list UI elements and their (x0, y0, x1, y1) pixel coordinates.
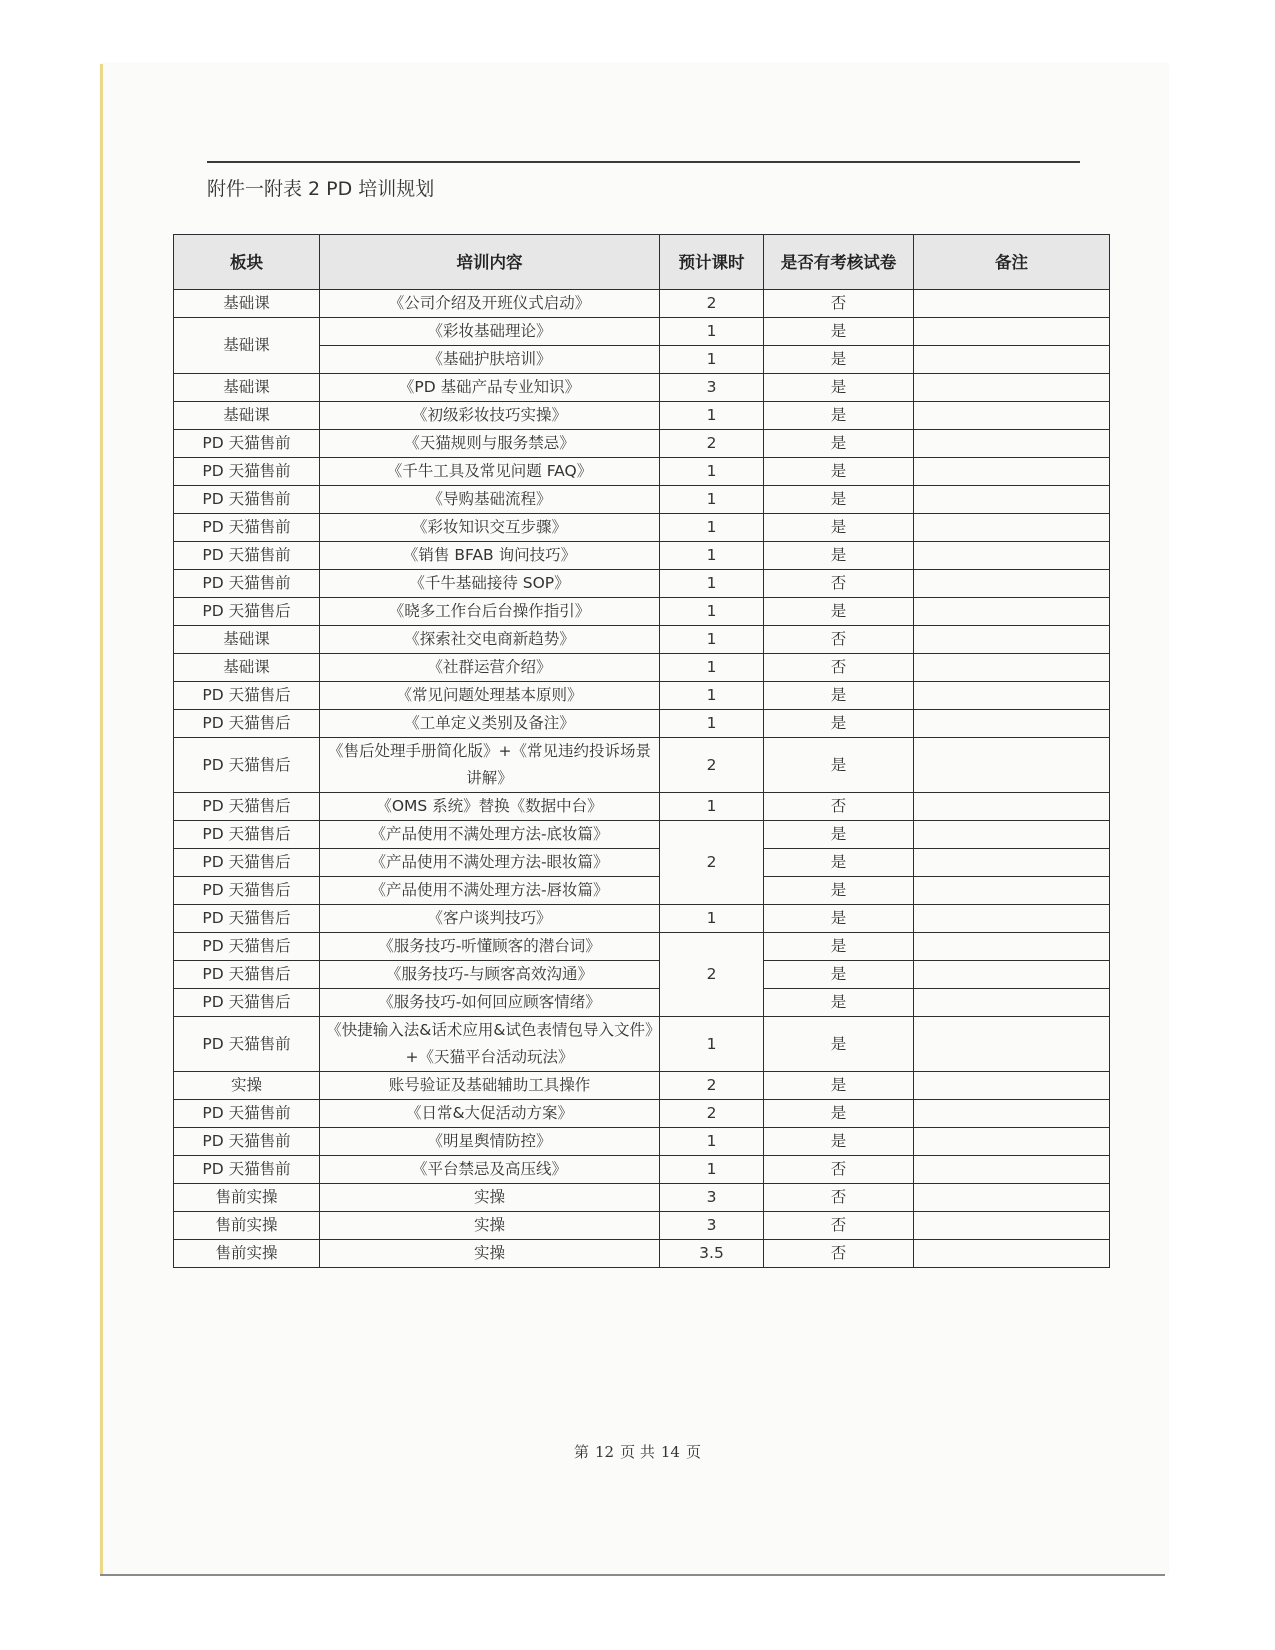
cell-exam: 是 (764, 514, 914, 542)
training-plan-table (173, 234, 1110, 1268)
table-row (174, 849, 1110, 877)
cell-module: 基础课 (174, 374, 320, 402)
table-row (174, 318, 1110, 346)
cell-module: 售前实操 (174, 1240, 320, 1268)
cell-exam: 是 (764, 1128, 914, 1156)
cell-note (914, 905, 1110, 933)
cell-note (914, 626, 1110, 654)
cell-note (914, 1072, 1110, 1100)
table-row (174, 654, 1110, 682)
cell-content: 《PD 基础产品专业知识》 (320, 374, 660, 402)
cell-note (914, 374, 1110, 402)
table-row (174, 961, 1110, 989)
cell-note (914, 402, 1110, 430)
table-row (174, 682, 1110, 710)
table-row (174, 877, 1110, 905)
cell-note (914, 793, 1110, 821)
cell-note (914, 1184, 1110, 1212)
cell-note (914, 1212, 1110, 1240)
cell-exam: 否 (764, 290, 914, 318)
cell-hours: 1 (660, 542, 764, 570)
cell-exam: 是 (764, 849, 914, 877)
cell-note (914, 654, 1110, 682)
cell-module: PD 天猫售后 (174, 598, 320, 626)
cell-module: PD 天猫售前 (174, 1156, 320, 1184)
cell-content: 实操 (320, 1184, 660, 1212)
cell-note (914, 570, 1110, 598)
cell-module: PD 天猫售后 (174, 961, 320, 989)
cell-note (914, 849, 1110, 877)
page-mid: 页 共 (620, 1443, 655, 1461)
cell-hours: 2 (660, 738, 764, 793)
cell-module: PD 天猫售前 (174, 430, 320, 458)
cell-exam: 是 (764, 486, 914, 514)
cell-content: 《彩妆知识交互步骤》 (320, 514, 660, 542)
cell-module: PD 天猫售前 (174, 1100, 320, 1128)
cell-exam: 是 (764, 738, 914, 793)
cell-hours: 1 (660, 514, 764, 542)
page-number: 12 (595, 1443, 615, 1461)
table-row (174, 1212, 1110, 1240)
cell-module: PD 天猫售前 (174, 1128, 320, 1156)
cell-exam: 否 (764, 1184, 914, 1212)
cell-content: 《服务技巧-与顾客高效沟通》 (320, 961, 660, 989)
cell-content: 《公司介绍及开班仪式启动》 (320, 290, 660, 318)
cell-module: 基础课 (174, 654, 320, 682)
cell-content: 《OMS 系统》替换《数据中台》 (320, 793, 660, 821)
cell-hours: 1 (660, 654, 764, 682)
cell-exam: 是 (764, 402, 914, 430)
cell-hours: 1 (660, 1017, 764, 1072)
cell-exam: 是 (764, 989, 914, 1017)
cell-hours: 2 (660, 1072, 764, 1100)
cell-hours: 1 (660, 1128, 764, 1156)
table-row (174, 1128, 1110, 1156)
cell-content: 《产品使用不满处理方法-眼妆篇》 (320, 849, 660, 877)
cell-exam: 是 (764, 682, 914, 710)
cell-exam: 是 (764, 430, 914, 458)
cell-note (914, 542, 1110, 570)
table-row (174, 821, 1110, 849)
cell-note (914, 738, 1110, 793)
cell-exam: 是 (764, 1072, 914, 1100)
table-row (174, 458, 1110, 486)
cell-hours: 1 (660, 793, 764, 821)
cell-module: 基础课 (174, 402, 320, 430)
cell-content: 实操 (320, 1212, 660, 1240)
cell-exam: 否 (764, 570, 914, 598)
cell-module: PD 天猫售后 (174, 877, 320, 905)
page-suffix: 页 (685, 1443, 701, 1461)
cell-content: 《导购基础流程》 (320, 486, 660, 514)
cell-note (914, 318, 1110, 346)
cell-content: 《平台禁忌及高压线》 (320, 1156, 660, 1184)
cell-content: 《初级彩妆技巧实操》 (320, 402, 660, 430)
cell-module: PD 天猫售前 (174, 514, 320, 542)
cell-content: 《产品使用不满处理方法-唇妆篇》 (320, 877, 660, 905)
cell-hours: 2 (660, 290, 764, 318)
cell-module: PD 天猫售前 (174, 1017, 320, 1072)
cell-note (914, 1156, 1110, 1184)
table-row (174, 290, 1110, 318)
cell-module: 基础课 (174, 290, 320, 318)
cell-note (914, 682, 1110, 710)
table-row (174, 598, 1110, 626)
table-row (174, 989, 1110, 1017)
cell-content: 《社群运营介绍》 (320, 654, 660, 682)
document-title: 附件一附表 2 PD 培训规划 (207, 178, 435, 200)
cell-exam: 是 (764, 877, 914, 905)
cell-module: PD 天猫售前 (174, 542, 320, 570)
header-note: 备注 (914, 235, 1110, 290)
cell-hours: 3 (660, 374, 764, 402)
cell-note (914, 877, 1110, 905)
cell-content: 《客户谈判技巧》 (320, 905, 660, 933)
cell-exam: 是 (764, 905, 914, 933)
table-header-row (174, 235, 1110, 290)
table-row (174, 542, 1110, 570)
cell-note (914, 346, 1110, 374)
cell-content: 实操 (320, 1240, 660, 1268)
cell-exam: 否 (764, 1212, 914, 1240)
cell-content: 《产品使用不满处理方法-底妆篇》 (320, 821, 660, 849)
cell-exam: 是 (764, 318, 914, 346)
cell-content: 《探索社交电商新趋势》 (320, 626, 660, 654)
cell-hours: 1 (660, 598, 764, 626)
cell-exam: 是 (764, 458, 914, 486)
cell-hours: 3 (660, 1184, 764, 1212)
cell-content: 《快捷输入法&话术应用&试色表情包导入文件》+《天猫平台活动玩法》 (320, 1017, 660, 1072)
cell-module: PD 天猫售前 (174, 458, 320, 486)
cell-hours: 3 (660, 1212, 764, 1240)
table-row (174, 514, 1110, 542)
cell-hours: 1 (660, 318, 764, 346)
cell-note (914, 961, 1110, 989)
cell-note (914, 430, 1110, 458)
cell-exam: 否 (764, 793, 914, 821)
cell-note (914, 514, 1110, 542)
cell-content: 《明星舆情防控》 (320, 1128, 660, 1156)
cell-content: 《天猫规则与服务禁忌》 (320, 430, 660, 458)
cell-module: 售前实操 (174, 1212, 320, 1240)
cell-exam: 是 (764, 1017, 914, 1072)
header-content: 培训内容 (320, 235, 660, 290)
cell-hours: 1 (660, 486, 764, 514)
cell-hours: 1 (660, 570, 764, 598)
table-row (174, 1072, 1110, 1100)
cell-hours: 1 (660, 1156, 764, 1184)
cell-module: PD 天猫售前 (174, 486, 320, 514)
table-row (174, 710, 1110, 738)
cell-module: 售前实操 (174, 1184, 320, 1212)
cell-hours: 1 (660, 710, 764, 738)
cell-module: PD 天猫售后 (174, 738, 320, 793)
cell-exam: 是 (764, 933, 914, 961)
cell-exam: 是 (764, 346, 914, 374)
cell-content: 《工单定义类别及备注》 (320, 710, 660, 738)
cell-hours: 2 (660, 821, 764, 905)
cell-note (914, 989, 1110, 1017)
cell-module: PD 天猫售后 (174, 821, 320, 849)
table-row (174, 738, 1110, 793)
cell-module: PD 天猫售前 (174, 570, 320, 598)
cell-module: PD 天猫售后 (174, 710, 320, 738)
cell-note (914, 933, 1110, 961)
cell-module: 基础课 (174, 626, 320, 654)
table-row (174, 905, 1110, 933)
page-total: 14 (660, 1443, 680, 1461)
cell-note (914, 598, 1110, 626)
cell-content: 《售后处理手册简化版》+《常见违约投诉场景讲解》 (320, 738, 660, 793)
cell-exam: 是 (764, 961, 914, 989)
cell-hours: 1 (660, 626, 764, 654)
cell-hours: 1 (660, 682, 764, 710)
cell-module: 基础课 (174, 318, 320, 374)
header-exam: 是否有考核试卷 (764, 235, 914, 290)
cell-hours: 2 (660, 933, 764, 1017)
cell-module: PD 天猫售后 (174, 905, 320, 933)
cell-hours: 1 (660, 346, 764, 374)
cell-note (914, 486, 1110, 514)
cell-content: 账号验证及基础辅助工具操作 (320, 1072, 660, 1100)
table-row (174, 1156, 1110, 1184)
page-prefix: 第 (574, 1443, 590, 1461)
cell-hours: 2 (660, 430, 764, 458)
table-row (174, 626, 1110, 654)
cell-module: PD 天猫售后 (174, 682, 320, 710)
cell-hours: 1 (660, 402, 764, 430)
cell-exam: 是 (764, 821, 914, 849)
cell-content: 《基础护肤培训》 (320, 346, 660, 374)
table-row (174, 1240, 1110, 1268)
cell-note (914, 1240, 1110, 1268)
header-hours: 预计课时 (660, 235, 764, 290)
cell-note (914, 710, 1110, 738)
cell-exam: 是 (764, 598, 914, 626)
cell-module: PD 天猫售后 (174, 989, 320, 1017)
cell-note (914, 1100, 1110, 1128)
cell-exam: 是 (764, 374, 914, 402)
cell-note (914, 1128, 1110, 1156)
cell-module: 实操 (174, 1072, 320, 1100)
cell-hours: 1 (660, 458, 764, 486)
table-row (174, 570, 1110, 598)
table-row (174, 374, 1110, 402)
table-row (174, 933, 1110, 961)
table-row (174, 402, 1110, 430)
cell-exam: 否 (764, 1240, 914, 1268)
cell-content: 《彩妆基础理论》 (320, 318, 660, 346)
table-row (174, 793, 1110, 821)
cell-content: 《晓多工作台后台操作指引》 (320, 598, 660, 626)
cell-hours: 2 (660, 1100, 764, 1128)
cell-exam: 否 (764, 654, 914, 682)
cell-hours: 1 (660, 905, 764, 933)
table-row (174, 430, 1110, 458)
cell-module: PD 天猫售后 (174, 793, 320, 821)
header-module: 板块 (174, 235, 320, 290)
cell-exam: 是 (764, 1100, 914, 1128)
cell-exam: 是 (764, 542, 914, 570)
page-footer (0, 1441, 1275, 1462)
cell-exam: 否 (764, 626, 914, 654)
cell-note (914, 458, 1110, 486)
table-row (174, 486, 1110, 514)
cell-note (914, 821, 1110, 849)
paper-bottom-edge (100, 1574, 1165, 1576)
cell-content: 《服务技巧-听懂顾客的潜台词》 (320, 933, 660, 961)
cell-note (914, 290, 1110, 318)
cell-content: 《常见问题处理基本原则》 (320, 682, 660, 710)
cell-content: 《千牛基础接待 SOP》 (320, 570, 660, 598)
cell-content: 《千牛工具及常见问题 FAQ》 (320, 458, 660, 486)
table-row (174, 1100, 1110, 1128)
cell-exam: 否 (764, 1156, 914, 1184)
cell-content: 《服务技巧-如何回应顾客情绪》 (320, 989, 660, 1017)
table-row (174, 1184, 1110, 1212)
header-rule (207, 161, 1080, 163)
cell-note (914, 1017, 1110, 1072)
cell-hours: 3.5 (660, 1240, 764, 1268)
cell-exam: 是 (764, 710, 914, 738)
cell-content: 《日常&大促活动方案》 (320, 1100, 660, 1128)
cell-module: PD 天猫售后 (174, 849, 320, 877)
table-row (174, 1017, 1110, 1072)
cell-content: 《销售 BFAB 询问技巧》 (320, 542, 660, 570)
cell-module: PD 天猫售后 (174, 933, 320, 961)
